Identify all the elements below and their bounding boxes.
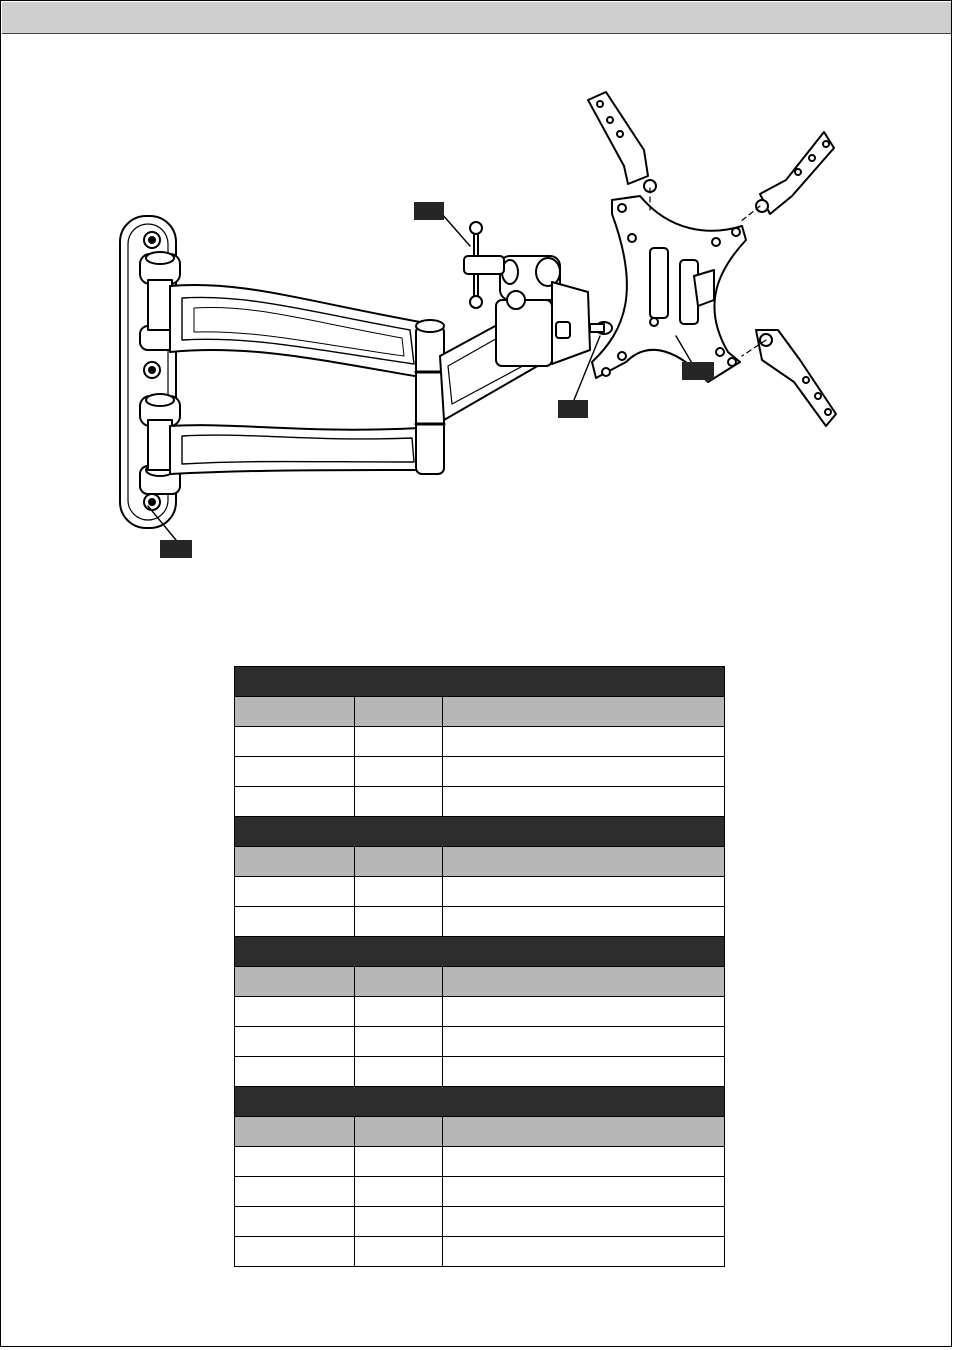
vesa-arm-bottom-right bbox=[756, 330, 836, 426]
section-title-row bbox=[235, 937, 725, 967]
section-title bbox=[235, 937, 725, 967]
table-cell bbox=[355, 727, 443, 757]
table-cell bbox=[355, 1027, 443, 1057]
table-row bbox=[235, 757, 725, 787]
table-cell bbox=[443, 907, 725, 937]
vesa-plate bbox=[592, 196, 746, 382]
table-row bbox=[235, 1237, 725, 1267]
column-header bbox=[355, 847, 443, 877]
table-row bbox=[235, 727, 725, 757]
table-cell bbox=[235, 787, 355, 817]
table-cell bbox=[235, 757, 355, 787]
table-cell bbox=[443, 1147, 725, 1177]
table-cell bbox=[443, 1207, 725, 1237]
column-header bbox=[355, 697, 443, 727]
wall-mount-diagram bbox=[0, 0, 954, 640]
table-cell bbox=[355, 757, 443, 787]
table-row bbox=[235, 997, 725, 1027]
tilt-head bbox=[496, 256, 590, 366]
elbow-pivot bbox=[416, 320, 444, 474]
table-cell bbox=[235, 877, 355, 907]
table-cell bbox=[443, 1057, 725, 1087]
table-cell bbox=[235, 1057, 355, 1087]
table-cell bbox=[355, 1207, 443, 1237]
table-cell bbox=[443, 1237, 725, 1267]
table-cell bbox=[443, 877, 725, 907]
table-row bbox=[235, 1177, 725, 1207]
screw bbox=[590, 322, 612, 334]
column-header-row bbox=[235, 697, 725, 727]
table-cell bbox=[235, 997, 355, 1027]
table-cell bbox=[355, 1147, 443, 1177]
table-cell bbox=[443, 997, 725, 1027]
column-header bbox=[355, 1117, 443, 1147]
section-title bbox=[235, 667, 725, 697]
table-cell bbox=[355, 907, 443, 937]
section-title-row bbox=[235, 817, 725, 847]
table-cell bbox=[235, 1147, 355, 1177]
column-header bbox=[443, 967, 725, 997]
column-header bbox=[235, 847, 355, 877]
section-title bbox=[235, 1087, 725, 1117]
table-cell bbox=[443, 727, 725, 757]
table-cell bbox=[443, 1027, 725, 1057]
section-title bbox=[235, 817, 725, 847]
table-cell bbox=[443, 1177, 725, 1207]
table-cell bbox=[355, 1237, 443, 1267]
table-cell bbox=[235, 1027, 355, 1057]
column-header bbox=[355, 967, 443, 997]
table-row bbox=[235, 787, 725, 817]
section-title-row bbox=[235, 1087, 725, 1117]
table-row bbox=[235, 1207, 725, 1237]
table-cell bbox=[235, 1207, 355, 1237]
vesa-arm-top-right bbox=[756, 132, 834, 214]
table-row bbox=[235, 1027, 725, 1057]
column-header bbox=[443, 697, 725, 727]
table-row bbox=[235, 1057, 725, 1087]
lower-arm bbox=[170, 425, 428, 474]
table-row bbox=[235, 907, 725, 937]
callout-screw bbox=[558, 400, 588, 418]
table-cell bbox=[443, 787, 725, 817]
table-row bbox=[235, 1147, 725, 1177]
column-header-row bbox=[235, 967, 725, 997]
table-row bbox=[235, 877, 725, 907]
parts-table bbox=[234, 666, 725, 1267]
table-cell bbox=[235, 727, 355, 757]
table-cell bbox=[355, 1057, 443, 1087]
vesa-arm-top-left bbox=[588, 92, 656, 192]
column-header bbox=[235, 1117, 355, 1147]
table-cell bbox=[235, 1237, 355, 1267]
column-header bbox=[235, 967, 355, 997]
callout-vesa-plate bbox=[682, 362, 714, 380]
callout-tilt-handle bbox=[414, 202, 444, 220]
callout-wall-plate bbox=[160, 540, 192, 558]
column-header bbox=[443, 1117, 725, 1147]
section-title-row bbox=[235, 667, 725, 697]
table-cell bbox=[355, 1177, 443, 1207]
upper-arm bbox=[170, 285, 426, 378]
table-cell bbox=[355, 997, 443, 1027]
table-cell bbox=[355, 787, 443, 817]
column-header bbox=[235, 697, 355, 727]
table-cell bbox=[443, 757, 725, 787]
table-cell bbox=[235, 1177, 355, 1207]
tilt-handle bbox=[464, 222, 504, 308]
table-cell bbox=[235, 907, 355, 937]
table-cell bbox=[355, 877, 443, 907]
column-header-row bbox=[235, 847, 725, 877]
column-header bbox=[443, 847, 725, 877]
column-header-row bbox=[235, 1117, 725, 1147]
